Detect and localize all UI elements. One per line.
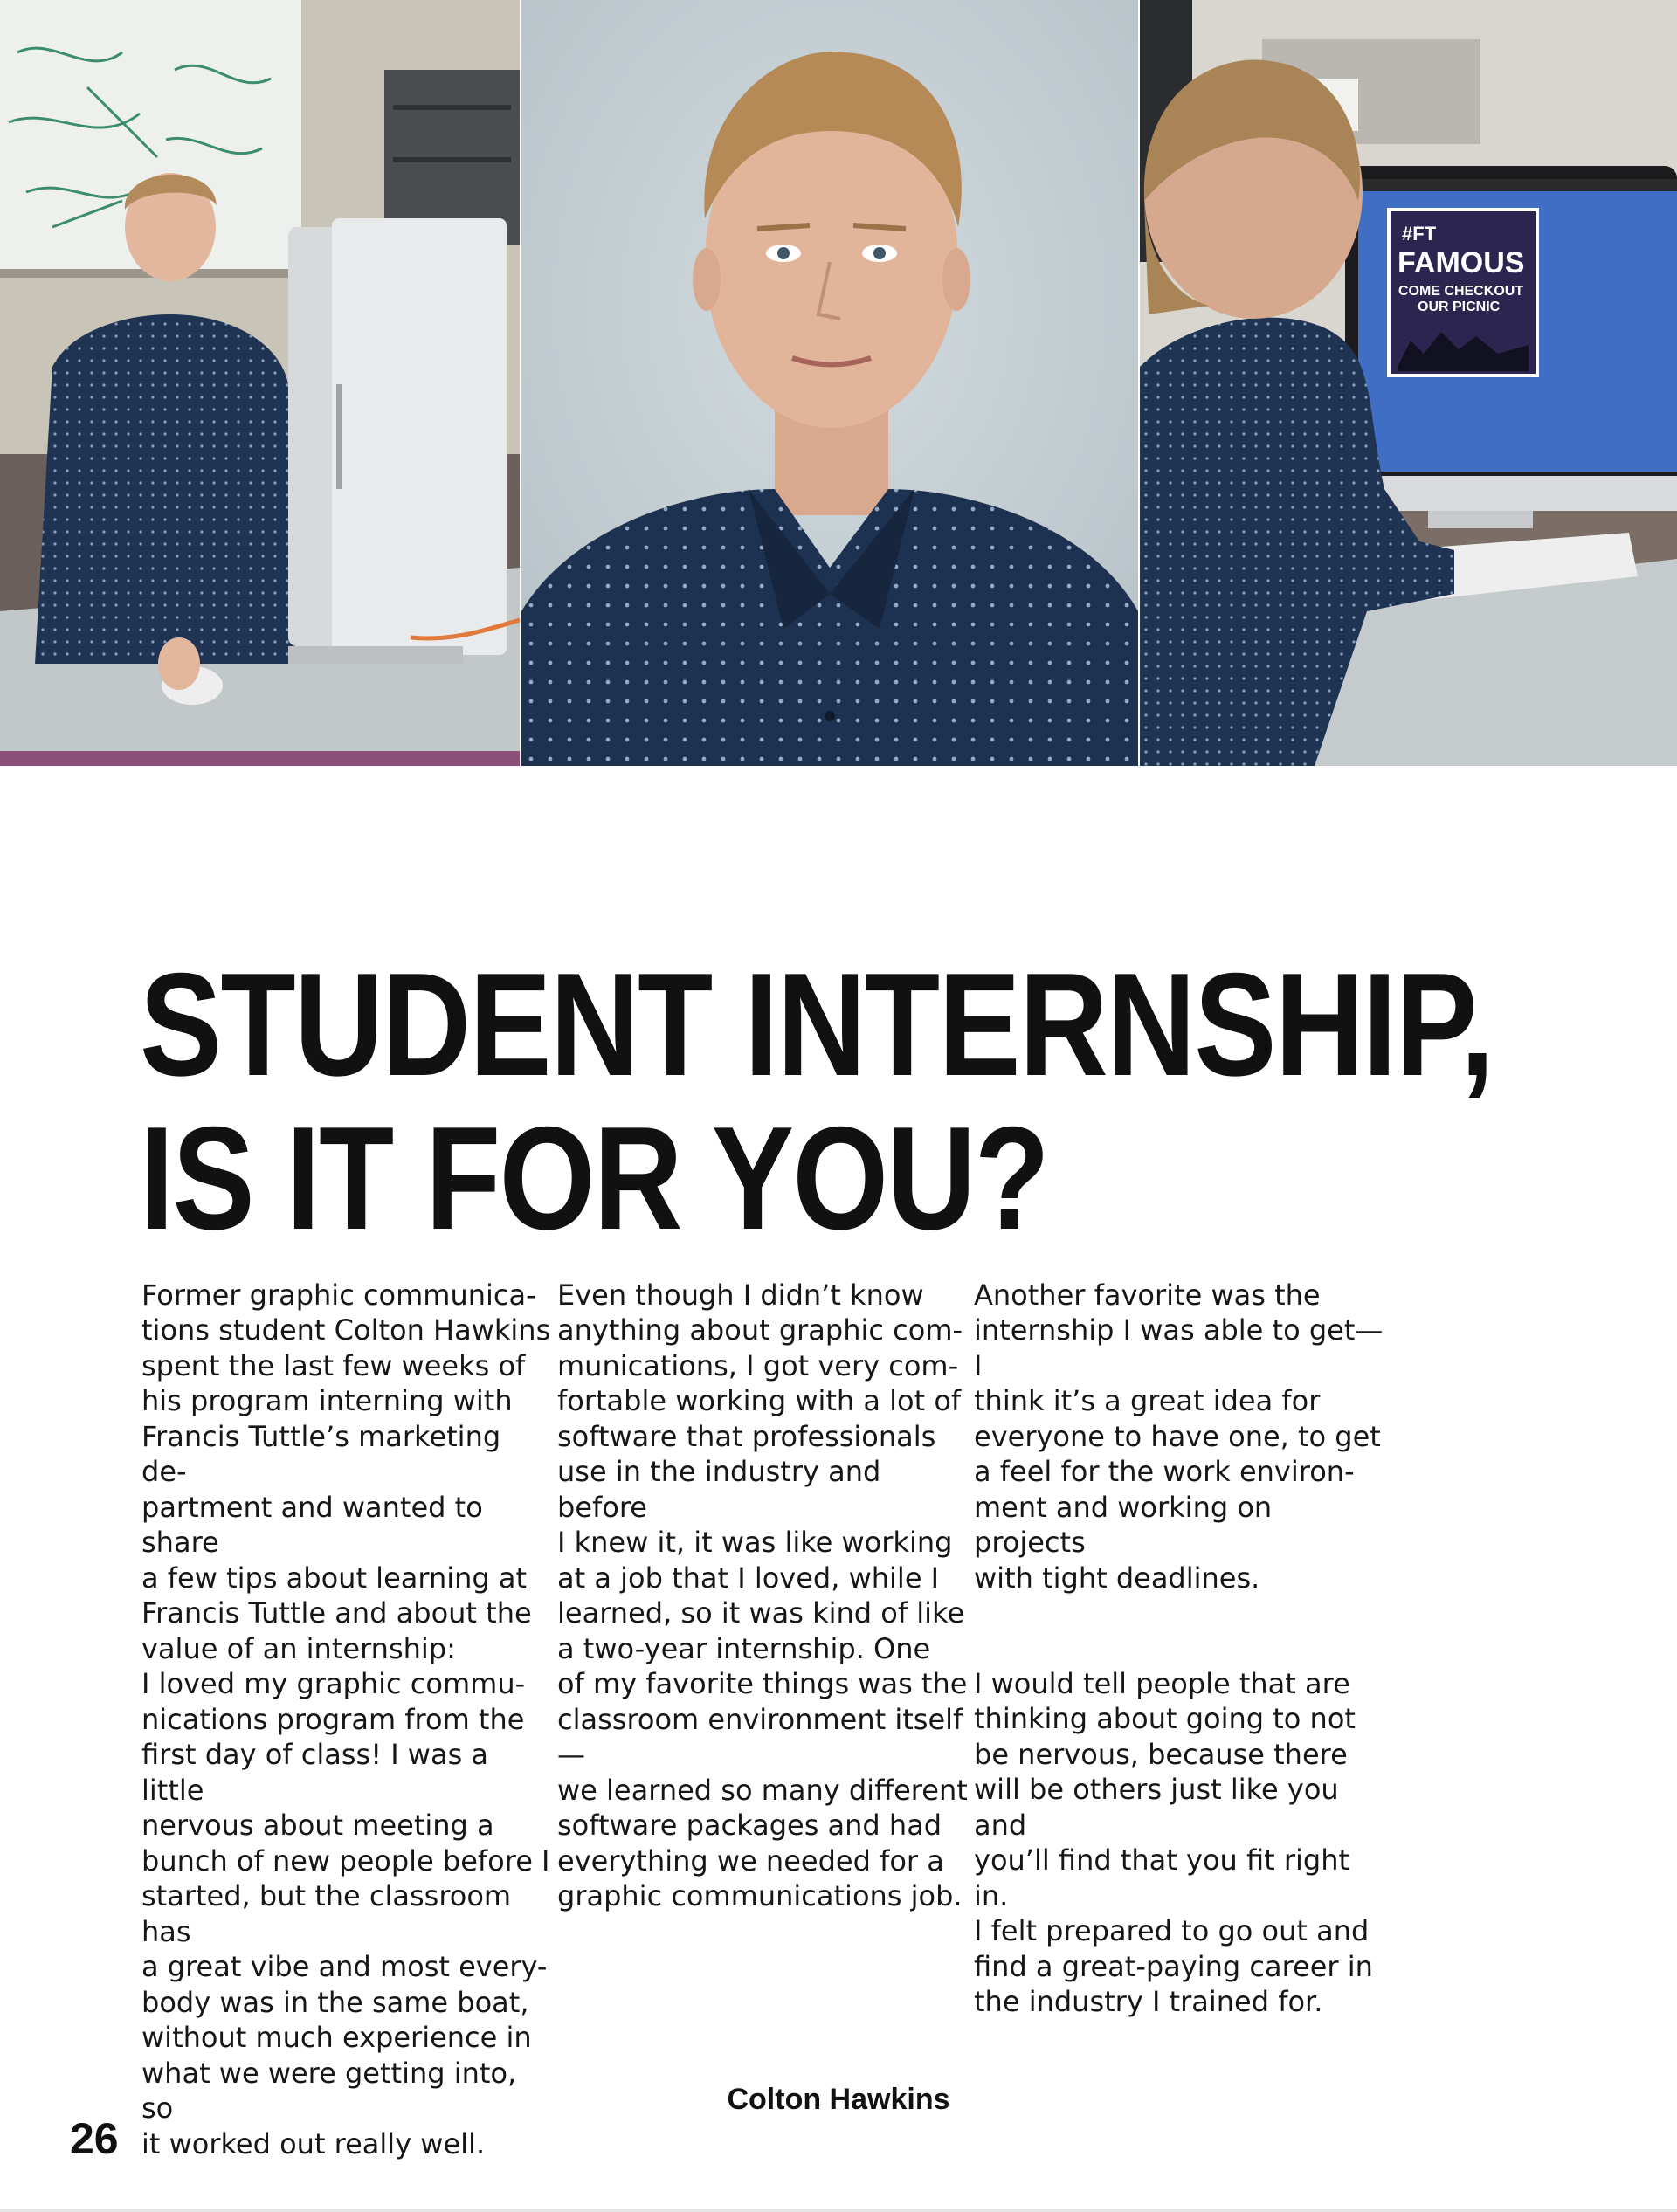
- portrait-illustration: [521, 0, 1138, 766]
- article-column-1: [141, 1242, 552, 2197]
- photo-student-at-computer: [0, 0, 520, 766]
- photo-student-from-behind: [1140, 0, 1677, 766]
- page-number: 26: [70, 2114, 119, 2163]
- computer-work-illustration: [1140, 0, 1677, 766]
- poster-text-picnic: OUR PICNIC: [1418, 300, 1501, 314]
- headline-line-2: IS IT FOR YOU?: [140, 1096, 1049, 1260]
- column-2-paragraph-1: Even though I didn’t know anything about graphic com- munications, I got very com- fortable working with a lot of software that professionals use in the industry and before I knew it, it was like working at a job that I loved, while I learned, so it was kind of like a two-year internship. One of my favorite things was the classroom environment itself— we learned so many different software packages and had everything we needed for a graphic communications job.: [557, 1278, 968, 1912]
- column-3-paragraph-2: I would tell people that are thinking about going to not be nervous, because there will be others just like you and you’ll find that you fit right in. I felt prepared to go out and find a great-paying career in the industry I trained for.: [974, 1666, 1373, 2018]
- photo-portrait: [521, 0, 1138, 766]
- classroom-scene-illustration: [0, 0, 520, 766]
- article-column-2: [557, 1242, 968, 1949]
- bottom-divider: [0, 2209, 1677, 2212]
- poster-text-famous: FAMOUS: [1398, 246, 1525, 279]
- article-headline: [140, 942, 1494, 1260]
- column-1-paragraph-1: Former graphic communica- tions student Colton Hawkins spent the last few weeks of his program interning with Francis Tuttle’s marketing de- partment and wanted to share a few tips about learning at Francis Tuttle and about the value of an internship: I loved my graphic commu- nications program from the first day of class! I was a little nervous about meeting a bunch of new people before I started, but the classroom has a great vibe and most every- body was in the same boat, without much experience in what we were getting into, so it worked out really well.: [141, 1278, 551, 2160]
- column-3-paragraph-1: Another favorite was the internship I was able to get—I think it’s a great idea for everyone to have one, to get a feel for the work environ- ment and working on projects with tight deadlines.: [974, 1278, 1384, 1595]
- headline-line-1: STUDENT INTERNSHIP,: [140, 942, 1494, 1106]
- poster-text-hashtag: #FT: [1402, 223, 1437, 245]
- poster-text-checkout: COME CHECKOUT: [1398, 284, 1524, 299]
- article-column-3: [974, 1242, 1384, 2055]
- photo-caption: Colton Hawkins: [727, 2083, 950, 2116]
